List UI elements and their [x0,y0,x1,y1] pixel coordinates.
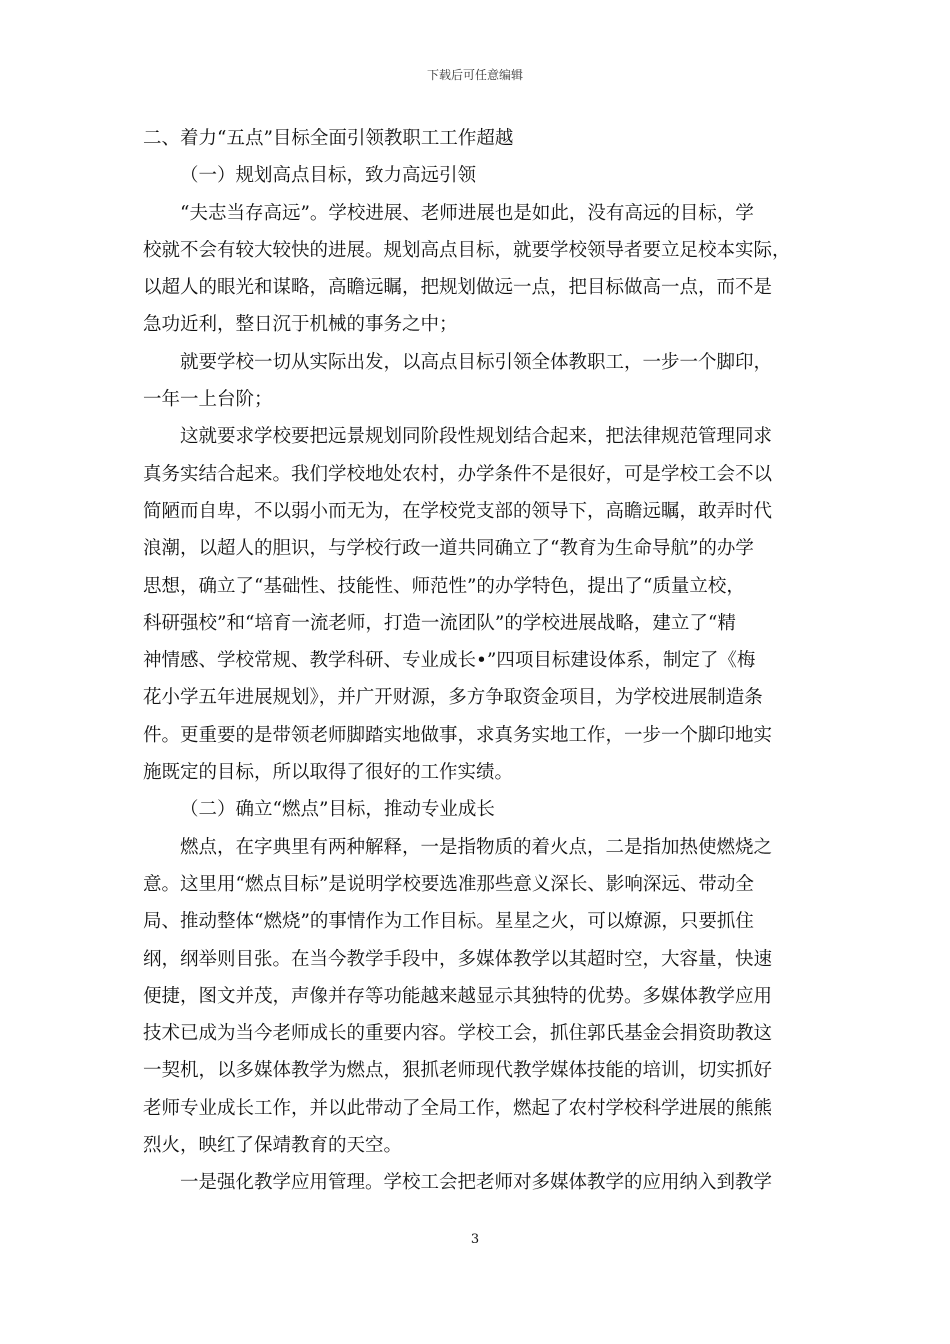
paragraph-line: 件。更重要的是带领老师脚踏实地做事，求真务实地工作，一步一个脚印地实 [143,724,773,746]
header-note: 下载后可任意编辑 [426,68,523,82]
paragraph-line: 意。这里用“燃点目标”是说明学校要选准那些意义深长、影响深远、带动全 [143,873,754,895]
paragraph-line: 就要学校一切从实际出发，以高点目标引领全体教职工，一步一个脚印， [180,351,773,373]
paragraph-line: 以超人的眼光和谋略，高瞻远瞩，把规划做远一点，把目标做高一点，而不是 [143,277,773,299]
paragraph-line: 施既定的目标，所以取得了很好的工作实绩。 [143,762,514,784]
paragraph-line: 校就不会有较大较快的进展。规划高点目标，就要学校领导者要立足校本实际， [143,239,791,261]
paragraph-line: 神情感、学校常规、教学科研、专业成长•”四项目标建设体系，制定了《梅 [143,650,756,672]
paragraph-line: 浪潮，以超人的胆识，与学校行政一道共同确立了“教育为生命导航”的办学 [143,538,754,560]
paragraph-line: “夫志当存高远”。学校进展、老师进展也是如此，没有高远的目标，学 [180,202,754,224]
paragraph-line: 燃点，在字典里有两种解释，一是指物质的着火点，二是指加热使燃烧之 [180,836,773,858]
paragraph-line: 一年一上台阶； [143,389,273,411]
paragraph-line: 局、推动整体“燃烧”的事情作为工作目标。星星之火，可以燎源，只要抓住 [143,911,754,933]
paragraph-line: 思想，确立了“基础性、技能性、师范性”的办学特色，提出了“质量立校， [143,575,745,597]
page-number: 3 [470,1232,480,1247]
paragraph-line: 这就要求学校要把远景规划同阶段性规划结合起来，把法律规范管理同求 [180,426,773,448]
paragraph-line: 纲，纲举则目张。在当今教学手段中，多媒体教学以其超时空，大容量，快速 [143,948,773,970]
document-body [143,120,809,1202]
paragraph-line: 真务实结合起来。我们学校地处农村，办学条件不是很好，可是学校工会不以 [143,463,773,485]
paragraph-line: 老师专业成长工作，并以此带动了全局工作，燃起了农村学校科学进展的熊熊 [143,1097,773,1119]
paragraph-line: 技术已成为当今老师成长的重要内容。学校工会，抓住郭氏基金会捐资助教这 [143,1023,773,1045]
paragraph-line: 一是强化教学应用管理。学校工会把老师对多媒体教学的应用纳入到教学 [180,1172,773,1194]
paragraph-line: 急功近利，整日沉于机械的事务之中； [143,314,458,336]
paragraph-line: 简陋而自卑，不以弱小而无为，在学校党支部的领导下，高瞻远瞩，敢弄时代 [143,500,773,522]
paragraph-line: 科研强校”和“培育一流老师，打造一流团队”的学校进展战略，建立了“精 [143,612,736,634]
section-heading: 二、着力“五点”目标全面引领教职工工作超越 [143,128,514,149]
subsection-heading: （二）确立“燃点”目标，推动专业成长 [180,799,495,821]
paragraph-line: 一契机，以多媒体教学为燃点，狠抓老师现代教学媒体技能的培训，切实抓好 [143,1060,773,1082]
paragraph-line: 花小学五年进展规划》，并广开财源，多方争取资金项目，为学校进展制造条 [143,687,763,709]
paragraph-line: 便捷，图文并茂，声像并存等功能越来越显示其独特的优势。多媒体教学应用 [143,985,773,1007]
paragraph-line: 烈火，映红了保靖教育的天空。 [143,1135,403,1157]
subsection-heading: （一）规划高点目标，致力高远引领 [180,165,477,187]
